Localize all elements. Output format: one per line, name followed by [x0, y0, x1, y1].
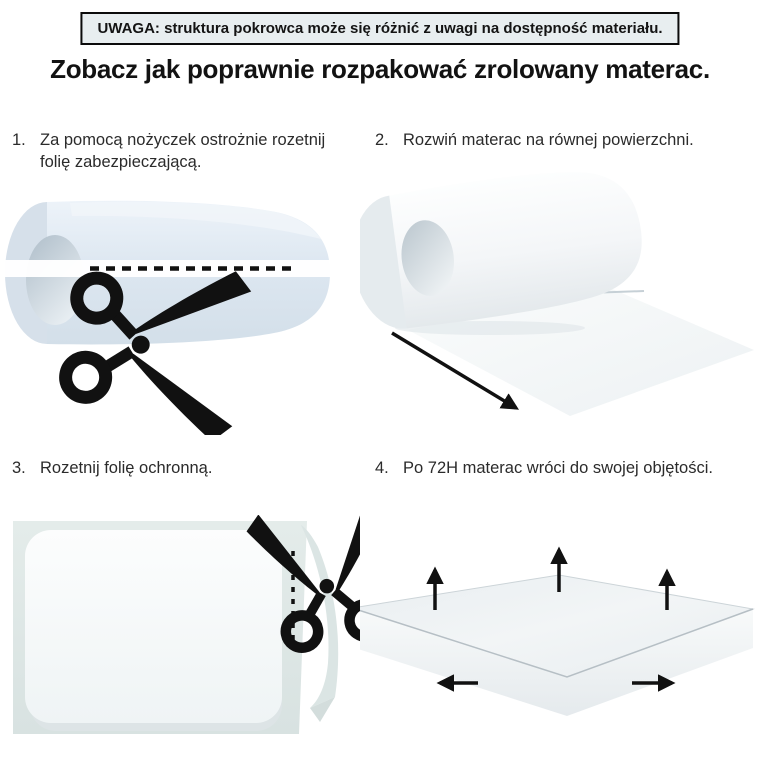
cut-band — [2, 260, 330, 277]
notice-banner — [80, 12, 679, 45]
step-1-label — [12, 130, 358, 174]
step-2-label — [375, 130, 748, 152]
step-3-label — [12, 458, 358, 480]
illustration-expanding-mattress — [360, 520, 760, 760]
step-4-number: 4. — [375, 459, 389, 477]
illustration-unrolling-mattress — [360, 158, 760, 440]
illustration-rolled-mattress-cut — [0, 185, 360, 435]
step-2-number: 2. — [375, 131, 389, 149]
step-1-number: 1. — [12, 131, 26, 149]
mattress-top — [25, 530, 282, 723]
step-3-text: Rozetnij folię ochronną. — [40, 459, 213, 477]
step-4-label — [375, 458, 748, 480]
step-4-text: Po 72H materac wróci do swojej objętości. — [403, 459, 713, 477]
page-title: Zobacz jak poprawnie rozpakować zrolowany materac. — [50, 54, 710, 84]
step-3-number: 3. — [12, 459, 26, 477]
illustration-cut-protective-film — [0, 515, 360, 760]
notice-banner-text: UWAGA: struktura pokrowca może się różnić z uwagi na dostępność materiału. — [97, 20, 663, 37]
step-1-text: Za pomocą nożyczek ostrożnie rozetnij folię zabezpieczającą. — [40, 131, 326, 171]
step-2-text: Rozwiń materac na równej powierzchni. — [403, 131, 694, 149]
mattress-slab — [360, 575, 753, 716]
